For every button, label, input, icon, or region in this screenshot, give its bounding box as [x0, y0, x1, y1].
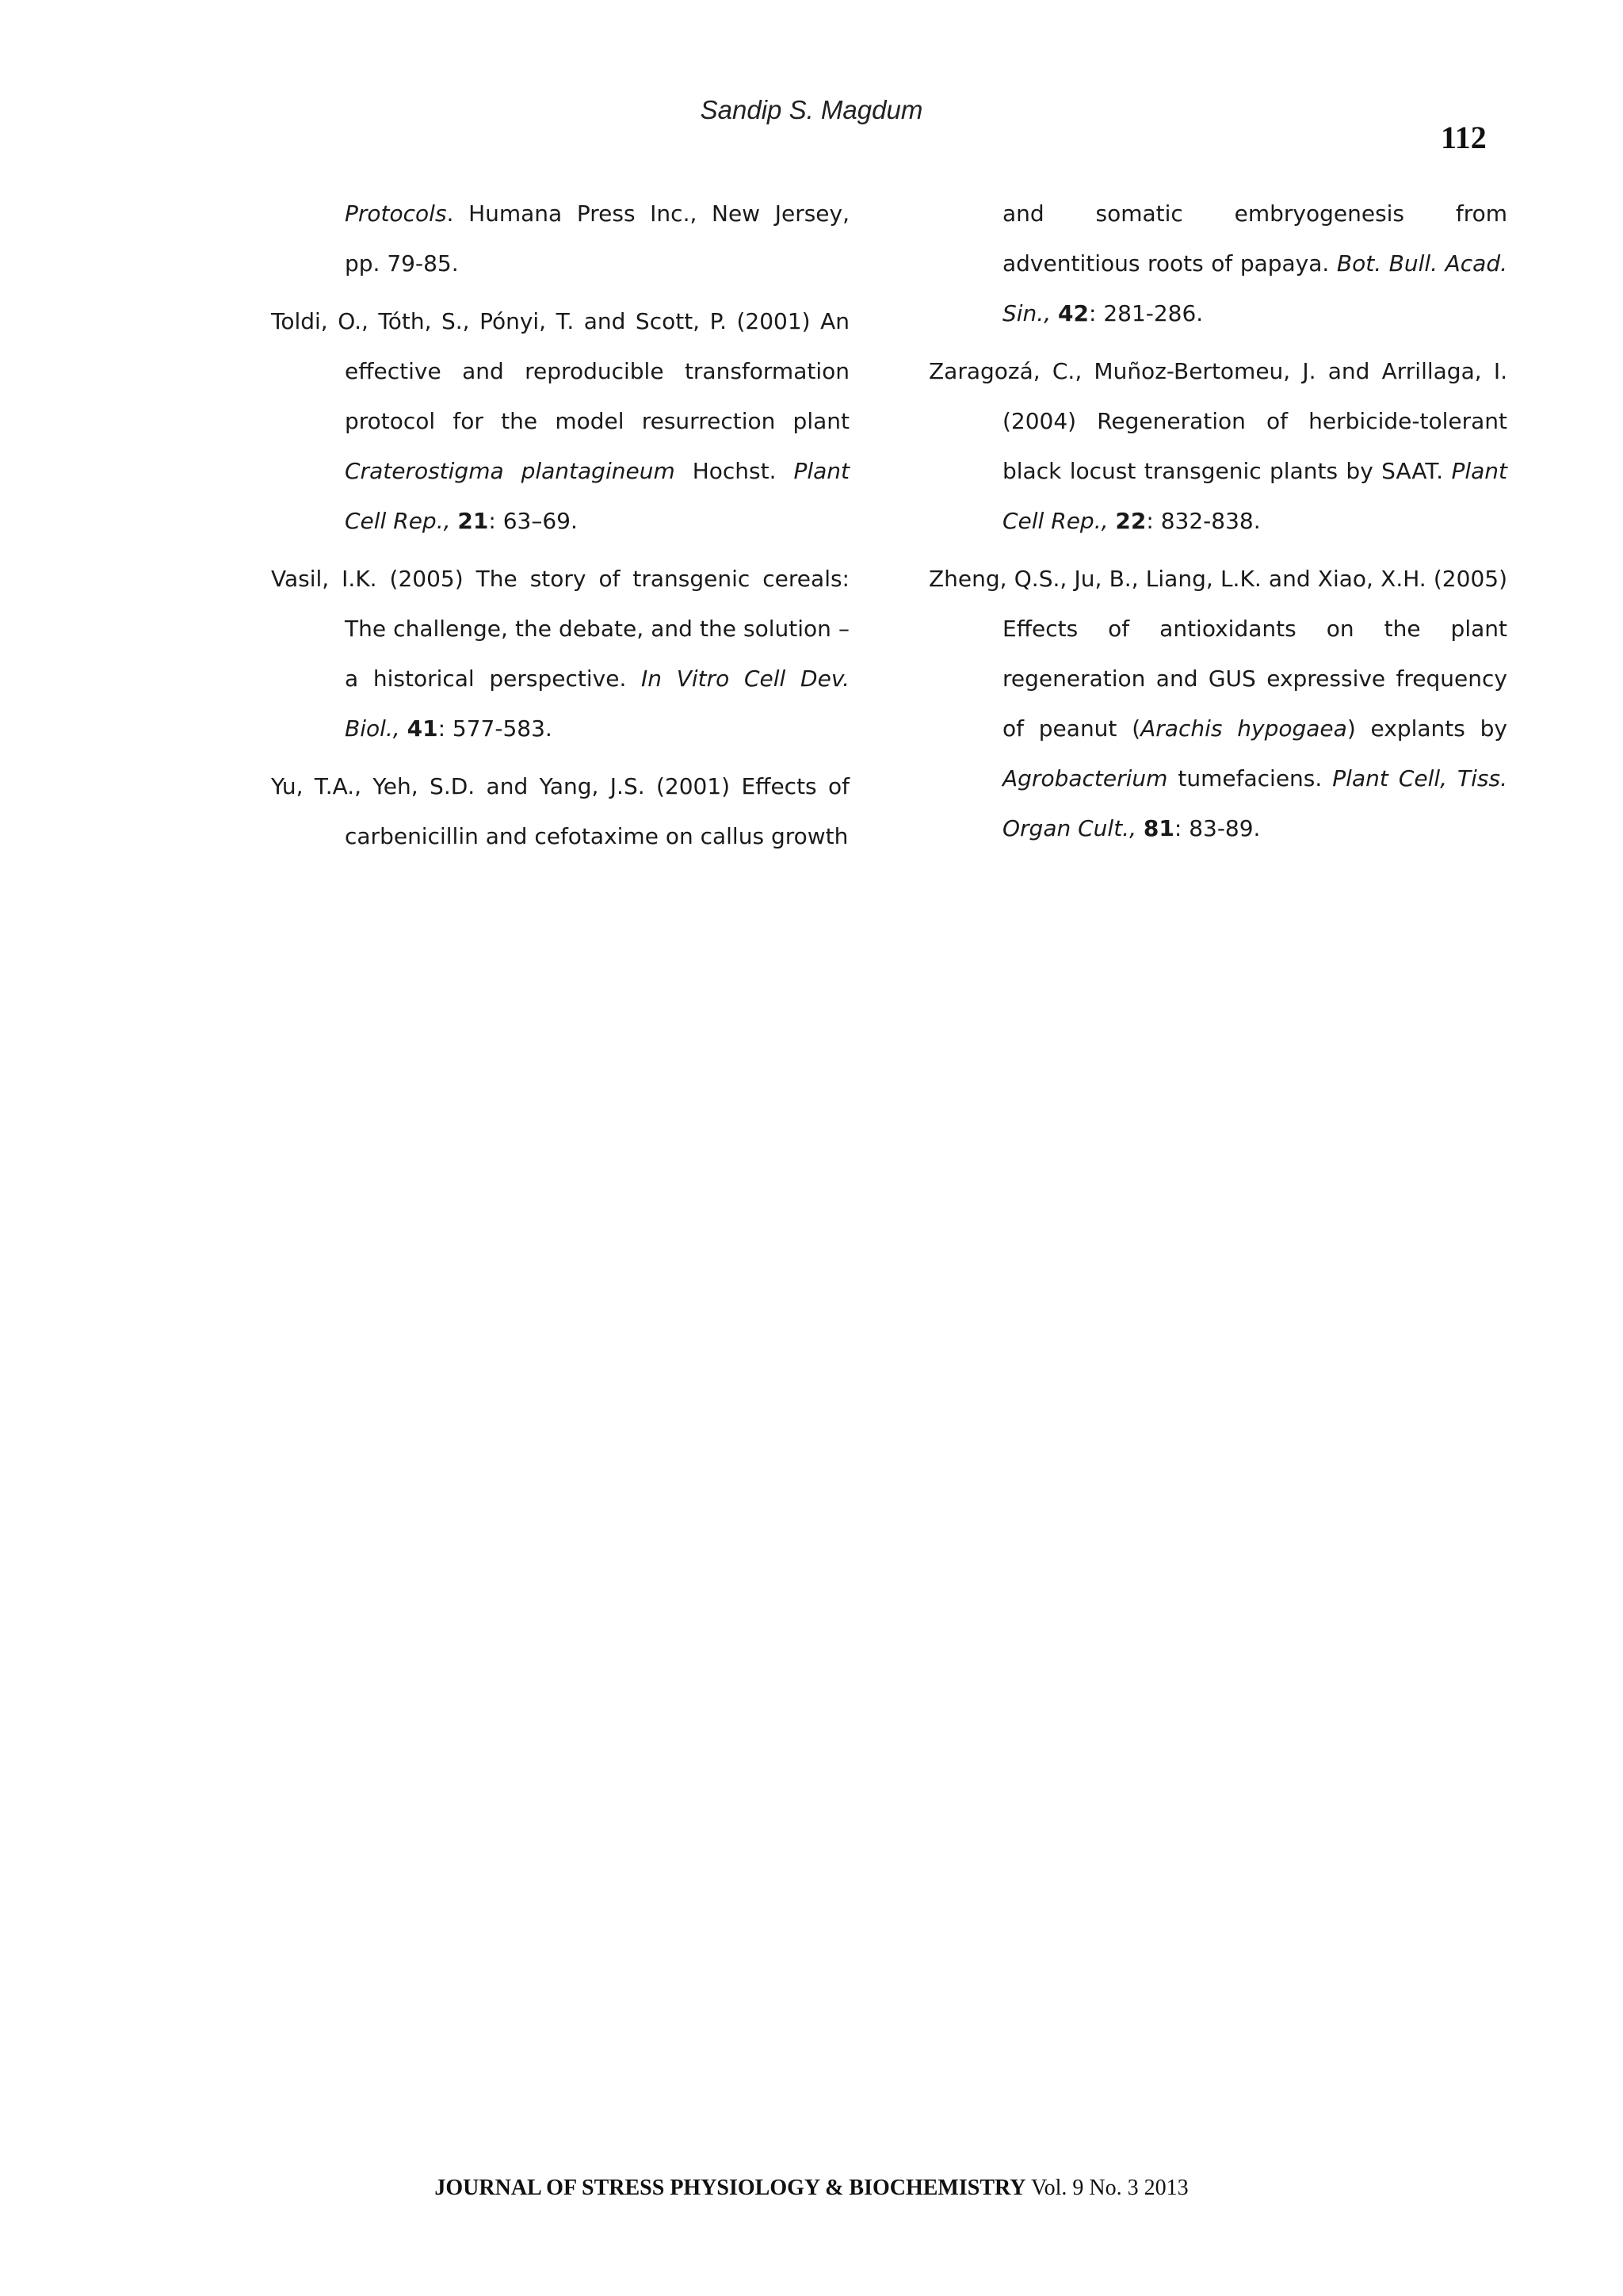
reference-entry — [929, 346, 1507, 546]
reference-text: Vasil, I.K. (2005) The story of transgenic cereals: The challenge, the debate, and the solution – a historical perspective. — [271, 566, 850, 692]
reference-volume: 41 — [407, 715, 438, 742]
footer-volume: Vol. 9 No. 3 2013 — [1030, 2176, 1189, 2200]
journal-footer — [0, 2176, 1623, 2201]
reference-entry — [929, 554, 1507, 853]
reference-text — [1136, 815, 1144, 841]
reference-entry — [271, 761, 850, 861]
reference-italic-text: Agrobacterium — [1002, 765, 1168, 791]
reference-italic-text: Craterostigma plantagineum — [345, 458, 675, 484]
reference-text: : 281-286. — [1088, 300, 1204, 326]
reference-volume: 42 — [1058, 300, 1089, 326]
reference-text: and somatic embryogenesis from adventitious roots of papaya. — [1002, 200, 1507, 277]
references-column-left — [271, 189, 850, 861]
reference-italic-text: Plant Cell, Tiss. Organ Cult., — [1002, 765, 1507, 841]
references-column-right — [929, 189, 1507, 853]
reference-text: . Humana Press Inc., New Jersey, pp. 79-85. — [345, 200, 850, 277]
reference-italic-text: Bot. Bull. Acad. Sin., — [1002, 250, 1507, 326]
reference-text: Zaragozá, C., Muñoz-Bertomeu, J. and Arrillaga, I. (2004) Regeneration of herbicide-tolerant black locust transgenic plants by SAAT. — [929, 358, 1507, 484]
reference-entry — [271, 189, 850, 288]
reference-italic-text: Arachis hypogaea — [1140, 715, 1347, 742]
reference-entry — [271, 554, 850, 753]
page-number: 112 — [1441, 120, 1487, 155]
reference-text: : 577-583. — [437, 715, 552, 742]
reference-text: : 63–69. — [488, 508, 578, 534]
reference-volume: 22 — [1115, 508, 1147, 534]
footer-journal-name: JOURNAL OF STRESS PHYSIOLOGY & BIOCHEMISTRY — [434, 2176, 1026, 2200]
reference-text: ) explants by — [1346, 715, 1507, 742]
reference-entry — [929, 189, 1507, 338]
reference-italic-text: Protocols — [345, 200, 447, 227]
reference-text: Toldi, O., Tóth, S., Pónyi, T. and Scott, P. (2001) An effective and reproducible transformation protocol for the model resurrection plant — [271, 308, 850, 434]
reference-text: tumefaciens. — [1167, 765, 1333, 791]
reference-italic-text: In Vitro Cell Dev. Biol., — [345, 666, 850, 742]
reference-italic-text: Plant Cell Rep., — [345, 458, 850, 534]
running-header-author: Sandip S. Magdum — [700, 95, 923, 124]
reference-text: : 83-89. — [1174, 815, 1261, 841]
reference-text: : 832-838. — [1146, 508, 1261, 534]
reference-entry — [271, 296, 850, 546]
reference-text: Hochst. — [674, 458, 794, 484]
reference-volume: 21 — [457, 508, 489, 534]
reference-text — [400, 715, 407, 742]
reference-italic-text: Plant Cell Rep., — [1002, 458, 1507, 534]
reference-text: Zheng, Q.S., Ju, B., Liang, L.K. and Xiao, X.H. (2005) Effects of antioxidants on the plant regeneration and GUS expressive frequency of peanut ( — [929, 566, 1507, 742]
reference-text: Yu, T.A., Yeh, S.D. and Yang, J.S. (2001) Effects of carbenicillin and cefotaxime on callus growth — [271, 773, 850, 849]
reference-volume: 81 — [1143, 815, 1174, 841]
reference-text — [1051, 300, 1058, 326]
